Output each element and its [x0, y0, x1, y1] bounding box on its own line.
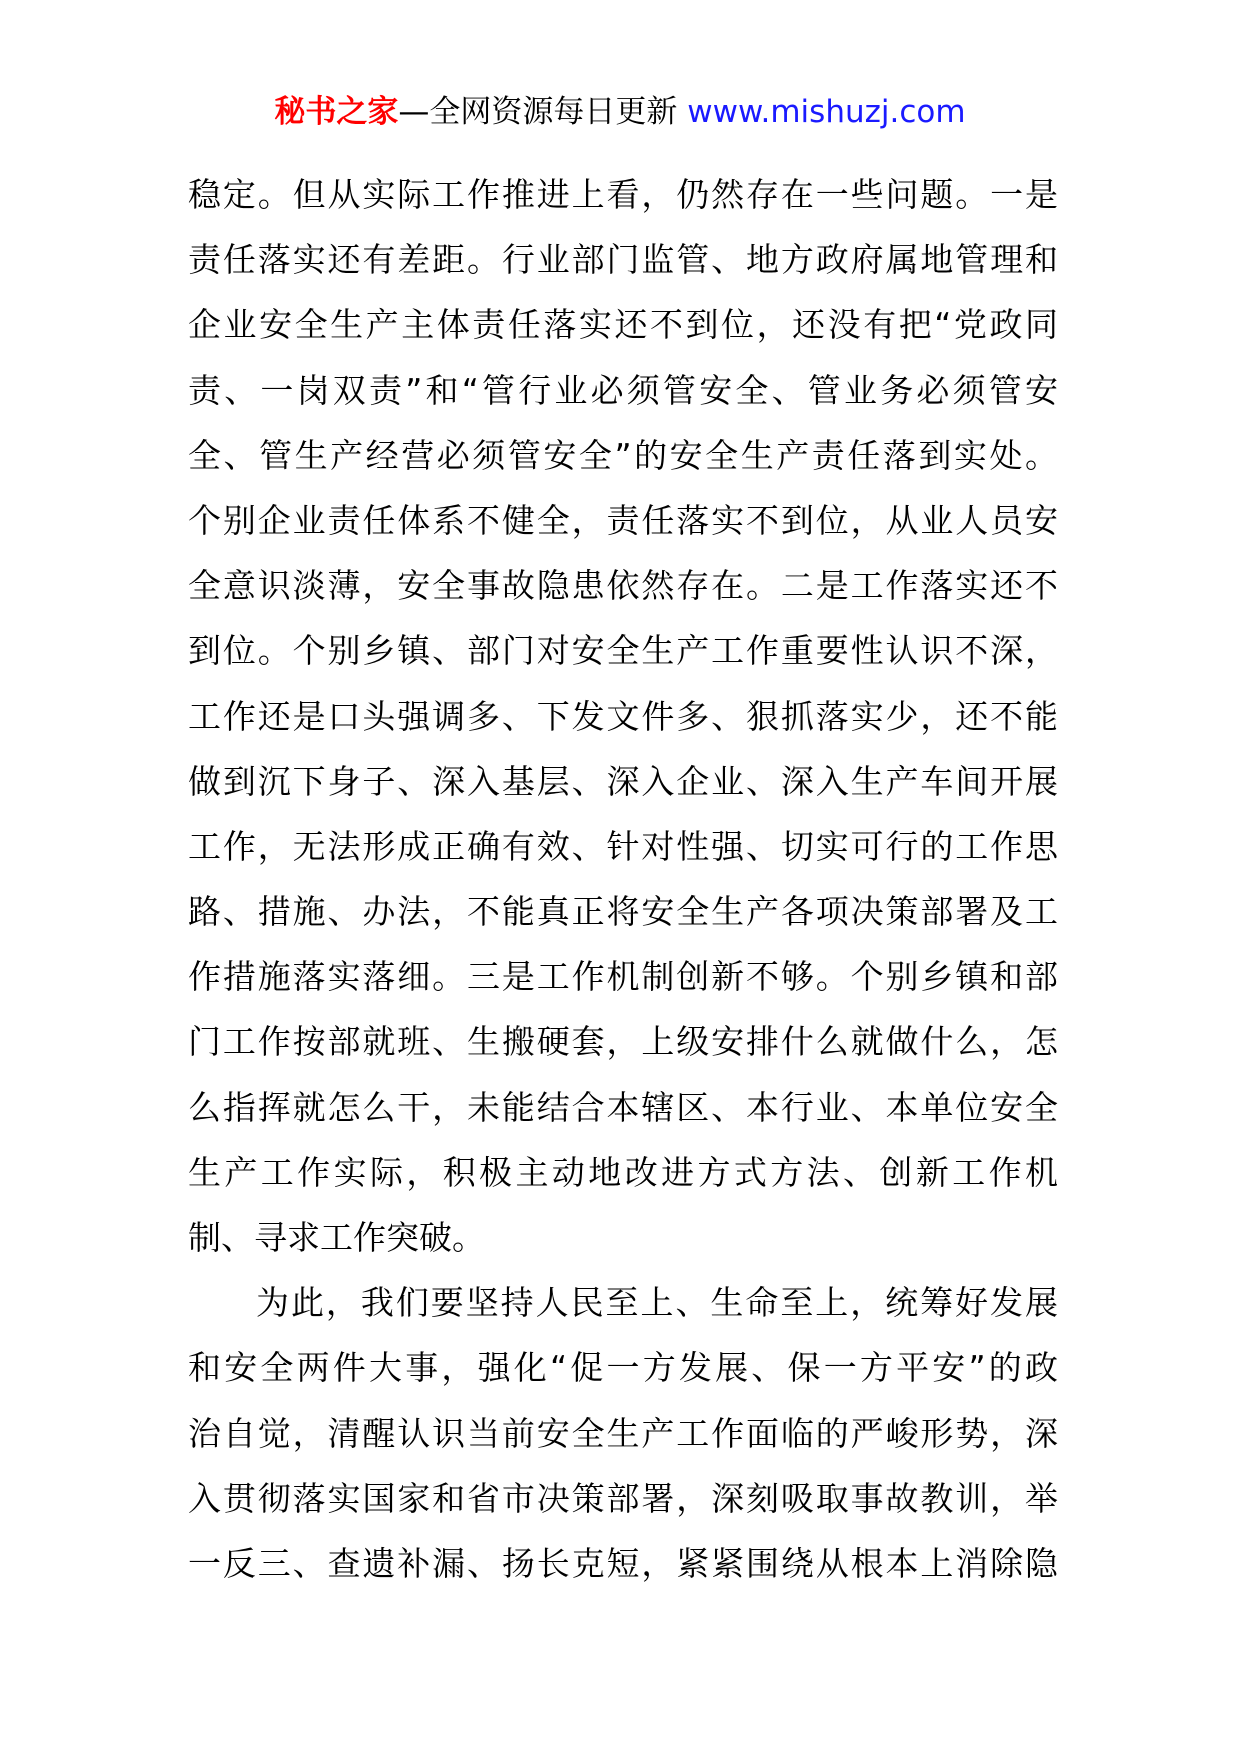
header-tagline: —全网资源每日更新	[398, 94, 678, 130]
paragraph-1	[188, 162, 1058, 1270]
text-line: 作措施落实落细。三是工作机制创新不够。个别乡镇和部	[188, 957, 1058, 997]
text-line: 做到沉下身子、深入基层、深入企业、深入生产车间开展	[188, 761, 1058, 801]
header-site-url[interactable]: www.mishuzj.com	[687, 94, 966, 130]
text-line: 责、一岗双责”和“管行业必须管安全、管业务必须管安	[188, 370, 1058, 410]
text-line: 到位。个别乡镇、部门对安全生产工作重要性认识不深，	[188, 631, 1058, 671]
text-line: 入贯彻落实国家和省市决策部署，深刻吸取事故教训，举	[188, 1478, 1058, 1518]
text-line: 和安全两件大事，强化“促一方发展、保一方平安”的政	[188, 1348, 1058, 1388]
text-line: 全意识淡薄，安全事故隐患依然存在。二是工作落实还不	[188, 566, 1058, 606]
text-line: 制、寻求工作突破。	[188, 1218, 485, 1257]
text-line: 为此，我们要坚持人民至上、生命至上，统筹好发展	[256, 1283, 1058, 1323]
text-line: 全、管生产经营必须管安全”的安全生产责任落到实处。	[188, 435, 1058, 475]
text-line: 生产工作实际，积极主动地改进方式方法、创新工作机	[188, 1152, 1058, 1192]
paragraph-2	[188, 1270, 1058, 1596]
page-header	[0, 92, 1240, 132]
text-line: 工作还是口头强调多、下发文件多、狠抓落实少，还不能	[188, 696, 1058, 736]
document-body	[188, 162, 1058, 1596]
header-brand: 秘书之家	[274, 94, 399, 130]
text-line: 责任落实还有差距。行业部门监管、地方政府属地管理和	[188, 240, 1058, 280]
text-line: 一反三、查遗补漏、扬长克短，紧紧围绕从根本上消除隐	[188, 1543, 1058, 1583]
text-line: 治自觉，清醒认识当前安全生产工作面临的严峻形势，深	[188, 1413, 1058, 1453]
text-line: 路、措施、办法，不能真正将安全生产各项决策部署及工	[188, 892, 1058, 932]
text-line: 企业安全生产主体责任落实还不到位，还没有把“党政同	[188, 305, 1058, 345]
text-line: 么指挥就怎么干，未能结合本辖区、本行业、本单位安全	[188, 1087, 1058, 1127]
text-line: 稳定。但从实际工作推进上看，仍然存在一些问题。一是	[188, 175, 1058, 214]
text-line: 工作，无法形成正确有效、针对性强、切实可行的工作思	[188, 826, 1058, 866]
text-line: 门工作按部就班、生搬硬套，上级安排什么就做什么，怎	[188, 1022, 1058, 1062]
text-line: 个别企业责任体系不健全，责任落实不到位，从业人员安	[188, 500, 1058, 540]
